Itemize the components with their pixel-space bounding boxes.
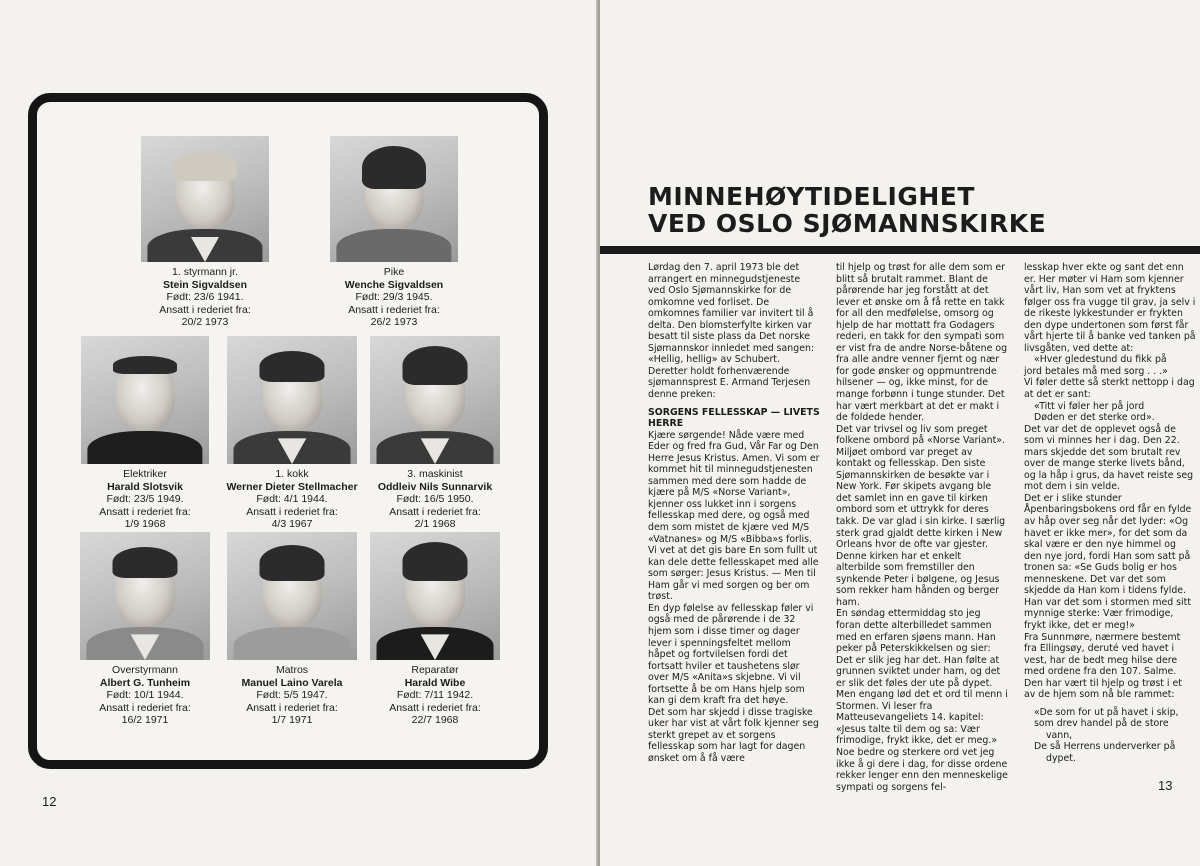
person-employed-label: Ansatt i rederiet fra: [99, 505, 191, 518]
portrait-photo [370, 336, 500, 464]
paragraph: Deretter holdt forhenværende sjømannsprest E. Armand Terjesen denne preken: [648, 365, 811, 401]
person-employed-date: 16/2 1971 [121, 714, 169, 726]
quote-line: jord betales må med sorg . . .» [1024, 365, 1168, 377]
paragraph: Kjære sørgende! Nåde være med Eder og fred fra Gud, Vår Far og Den Herre Jesus Kristus. Amen. Vi som er kommet hit til minnegudstjenesten sammen med dere som hadde de kjære på M/S «Norse Variant», kjenner oss lukket inn i sorgens fellesskap med dere, og også med dem som mistet de kjære ved M/S «Vatnanes» og M/S «Bibba»s forlis. Vi vet at det gis bare En som fullt ut kan dele dette fellesskapet med alle som sørger: Jesus Kristus. — Men til Ham går vi med sorgen og ber om trøst. [648, 429, 820, 603]
person-employed-date: 20/2 1973 [181, 316, 229, 328]
portrait-photo [370, 532, 500, 660]
article-title [648, 183, 1046, 237]
person-title: 3. maskinist [407, 468, 463, 480]
person-born: Født: 5/5 1947. [256, 689, 328, 701]
person-card [360, 336, 510, 531]
text-column-3 [1024, 262, 1196, 765]
person-card [130, 136, 280, 329]
person-employed-date: 22/7 1968 [411, 714, 459, 726]
person-name: Harald Wibe [404, 676, 466, 689]
person-title: 1. kokk [275, 468, 309, 480]
page-number: 13 [1158, 778, 1173, 793]
person-card [70, 336, 220, 531]
person-employed-date: 1/9 1968 [124, 518, 166, 530]
person-name: Wenche Sigvaldsen [344, 278, 444, 291]
paragraph: Det er i slike stunder Åpenbaringsbokens ord får en fylde av håp over seg når det lyder: «Og havet er ikke mer», for det som da skal være er den nye himmel og den nye jord, fordi Han som satt på tronen sa: «Se Guds bolig er hos menneskene. Det var det som skjedde da Han kom i tidens fylde. Han var det som i stormen med sitt mynnige sterke: Vær frimodige, frykt ikke, det er meg!» [1024, 492, 1192, 631]
person-name: Albert G. Tunheim [99, 676, 191, 689]
portrait-photo [330, 136, 458, 262]
page-number: 12 [42, 794, 57, 809]
person-employed-label: Ansatt i rederiet fra: [99, 701, 191, 714]
paragraph: Det var trivsel og liv som preget folkene ombord på «Norse Variant». Miljøet ombord var preget av kontakt og fellesskap. Den siste Sjømannskirken de besøkte var i New York. Før skipets avgang ble det samlet inn en gave til kirken ombord som et uttrykk for deres takk. De var glad i sin kirke. I særlig sterk grad gjaldt dette kirken i New Orleans hvor de ofte var gjester. Denne kirken har et enkelt alterbilde som fremstiller den synkende Peter i bølgene, og Jesus som rekker ham hånden og berger ham. [836, 423, 1006, 608]
person-born: Født: 23/6 1941. [166, 291, 244, 303]
quote-line: «Hver gledestund du fikk på [1034, 354, 1167, 366]
photo-frame [28, 93, 548, 769]
person-card [70, 532, 220, 727]
paragraph: Lørdag den 7. april 1973 ble det arrangert en minnegudstjeneste ved Oslo Sjømannskirke for de omkomne ved forliset. De omkomnes familier var invitert til å delta. Den blomsterfylte kirken var besatt til siste plass da Det norske Sjømannskor innledet med sangen: «Hellig, hellig» av Schubert. [648, 262, 815, 366]
paragraph: til hjelp og trøst for alle dem som er blitt så brutalt rammet. Blant de pårørende har jeg forstått at det lever et ønske om å få rette en takk for all den medfølelse, omsorg og hjelp de har mottatt fra Godagers rederi, en takk for den sympati som er vist fra de andre Norse-båtene og fra alle andre venner fjernt og nær for gode ønsker og oppmuntrende hilsener — og, ikke minst, for de mange forbønn i tunge stunder. Det har vært merkbart at det er makt i de foldede hender. [836, 262, 1008, 424]
person-title: Overstyrmann [112, 664, 178, 676]
quote-line: vann, [1046, 729, 1073, 741]
person-employed-label: Ansatt i rederiet fra: [246, 505, 338, 518]
quote-line: De så Herrens underverker på [1034, 741, 1176, 753]
person-card [319, 136, 469, 329]
person-employed-date: 2/1 1968 [414, 518, 456, 530]
person-title: Elektriker [123, 468, 167, 480]
person-employed-label: Ansatt i rederiet fra: [246, 701, 338, 714]
person-born: Født: 10/1 1944. [106, 689, 184, 701]
person-employed-label: Ansatt i rederiet fra: [389, 701, 481, 714]
portrait-photo [81, 336, 209, 464]
quote-line: som drev handel på de store [1034, 718, 1169, 730]
person-born: Født: 16/5 1950. [396, 493, 474, 505]
person-born: Født: 7/11 1942. [396, 689, 474, 701]
article-title-line-1: MINNEHØYTIDELIGHET [648, 182, 975, 211]
person-employed-label: Ansatt i rederiet fra: [389, 505, 481, 518]
paragraph: Det som har skjedd i disse tragiske uker har vist at vårt folk kjenner seg sterkt grepet av et sorgens fellesskap som har lagt for dagen ønsket om å få være [648, 706, 819, 764]
person-title: Pike [383, 266, 405, 278]
person-title: Matros [275, 664, 309, 676]
subheading: SORGENS FELLESSKAP — LIVETS HERRE [648, 406, 820, 430]
portrait-photo [141, 136, 269, 262]
quote-line: «De som for ut på havet i skip, [1034, 706, 1179, 718]
text-column-2 [836, 262, 1008, 793]
person-employed-date: 4/3 1967 [271, 518, 313, 530]
portrait-photo [227, 532, 357, 660]
text-column-1 [648, 262, 820, 765]
person-born: Født: 23/5 1949. [106, 493, 184, 505]
person-born: Født: 4/1 1944. [256, 493, 328, 505]
person-title: Reparatør [411, 664, 459, 676]
person-employed-date: 26/2 1973 [370, 316, 418, 328]
quote-line: Døden er det sterke ord». [1034, 412, 1155, 424]
paragraph: Fra Sunnmøre, nærmere bestemt fra Ellingsøy, deruté ved havet i vest, har de bedt meg hilse dere med ordene fra den 107. Salme. Den har vært til hjelp og trøst i et av de hjem som nå ble rammet: [1024, 631, 1182, 701]
right-page [600, 0, 1200, 866]
person-name: Stein Sigvaldsen [162, 278, 248, 291]
left-page [0, 0, 598, 866]
person-employed-date: 1/7 1971 [271, 714, 313, 726]
paragraph: En søndag ettermiddag sto jeg foran dette alterbilledet sammen med en erfaren sjøens mann. Han peker på Peterskikkelsen og sier: Det er slik jeg har det. Han følte at grunnen sviktet under ham, og det er slik det føles der ute på dypet. Men engang lød det et ord til menn i Stormen. Vi leser fra Matteusevangeliets 14. kapitel: «Jesus talte til dem og sa: Vær frimodige, frykt ikke, det er meg.» Noe bedre og sterkere ord vet jeg ikke å gi dere i dag, for disse ordene rekker lenger enn den menneskelige sympati og sorgens fel- [836, 608, 1008, 793]
portrait-photo [80, 532, 210, 660]
portrait-photo [227, 336, 357, 464]
paragraph: En dyp følelse av fellesskap føler vi også med de pårørende i de 32 hjem som i disse timer og dager lever i spenningsfeltet mellom håpet og fortvilelsen fordi det fortsatt hviler et taushetens slør over M/S «Anita»s skjebne. Vi vil fortsette å be om Hans hjelp som kan gi dem kraft fra det høye. [648, 602, 814, 707]
person-name: Werner Dieter Stellmacher [226, 480, 358, 493]
quote-line: dypet. [1046, 752, 1076, 764]
person-title: 1. styrmann jr. [172, 266, 238, 278]
person-card [217, 336, 367, 531]
article-title-line-2: VED OSLO SJØMANNSKIRKE [648, 209, 1047, 238]
person-employed-label: Ansatt i rederiet fra: [348, 303, 440, 316]
paragraph: Det var det de opplevet også de som vi minnes her i dag. Den 22. mars skjedde det som brutalt rev over de mange sterke livets bånd, og la håp i grus, da havet reiste seg mot dem i sin velde. [1024, 423, 1194, 493]
person-name: Harald Slotsvik [107, 480, 183, 493]
person-born: Født: 29/3 1945. [355, 291, 433, 303]
person-employed-label: Ansatt i rederiet fra: [159, 303, 251, 316]
person-card [360, 532, 510, 727]
paragraph: Vi føler dette så sterkt nettopp i dag at det er sant: [1024, 377, 1195, 401]
title-rule [600, 246, 1200, 254]
paragraph: lesskap hver ekte og sant det enn er. Her møter vi Ham som kjenner vårt liv, Han som vet at fryktens følger oss fra vugge til grav, ja selv i de rikeste lykkestunder er frykten den dype undertonen som først får vårt hjerte til å banke ved tanken på livsgåten, ved dette at: [1024, 262, 1196, 354]
person-name: Manuel Laino Varela [241, 676, 343, 689]
person-card [217, 532, 367, 727]
quote-line: «Titt vi føler her på jord [1034, 400, 1145, 412]
person-name: Oddleiv Nils Sunnarvik [377, 480, 493, 493]
